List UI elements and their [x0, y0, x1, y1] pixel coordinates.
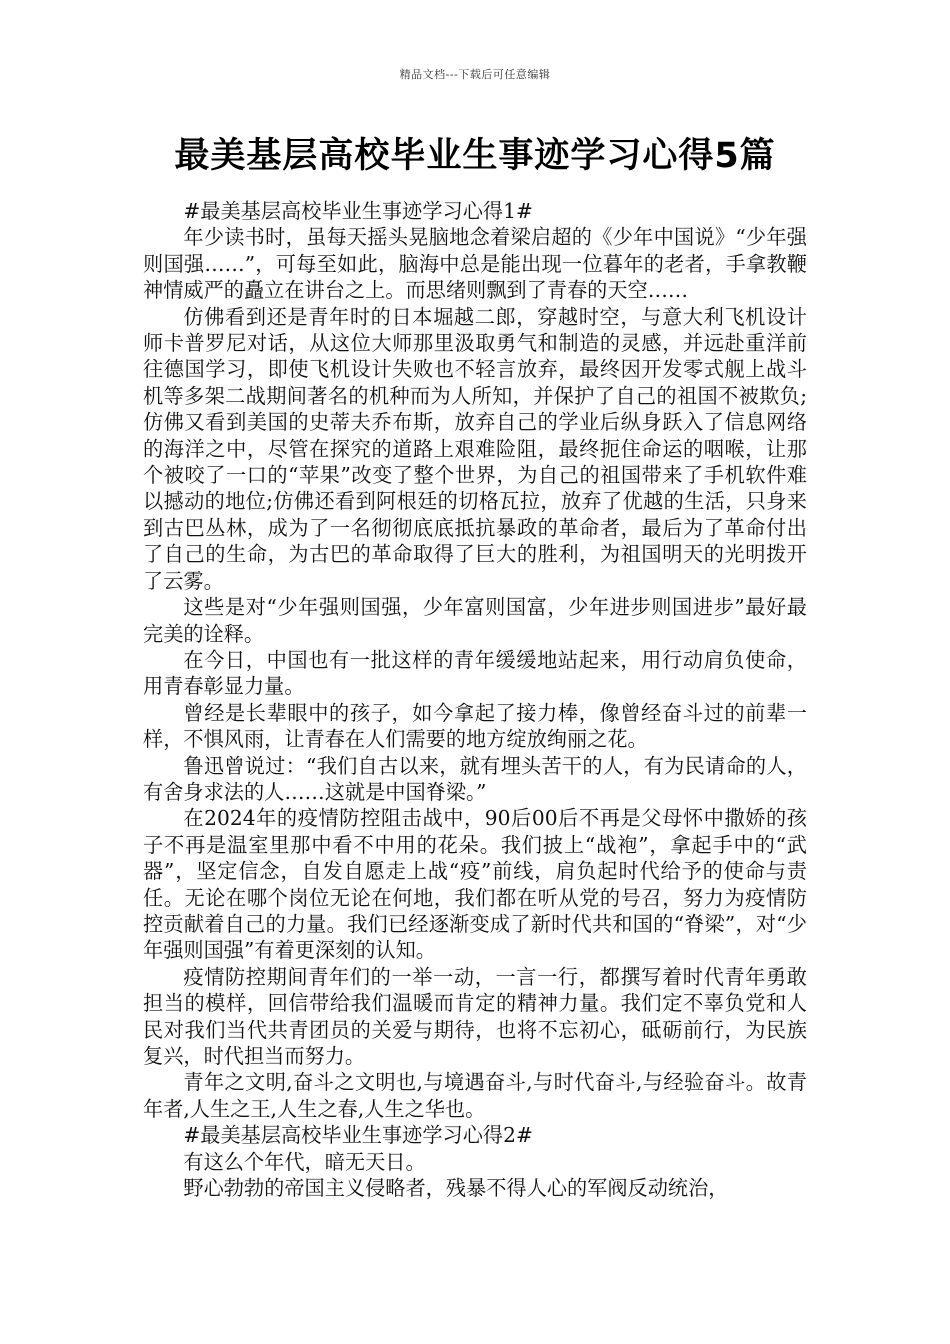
- paragraph: 有这么个年代，暗无天日。: [183, 1149, 426, 1174]
- paragraph: 野心勃勃的帝国主义侵略者，残暴不得人心的军阀反动统治，: [183, 1176, 729, 1201]
- paragraph: 青年之文明,奋斗之文明也,与境遇奋斗,与时代奋斗,与经验奋斗。故青年者,人生之王,人生之春,人生之华也。: [143, 1070, 807, 1121]
- paragraph: 疫情防控期间青年们的一举一动，一言一行，都撰写着时代青年勇敢担当的模样，回信带给我们温暖而肯定的精神力量。我们定不辜负党和人民对我们当代共青团员的关爱与期待，也将不忘初心，砥砺前行，为民族复兴，时代担当而努力。: [143, 964, 807, 1068]
- paragraph: 在2024年的疫情防控阻击战中，90后00后不再是父母怀中撒娇的孩子不再是温室里那中看不中用的花朵。我们披上“战袍”，拿起手中的“武器”，坚定信念，自发自愿走上战“疫”前线，肩负起时代给予的使命与责任。无论在哪个岗位无论在何地，我们都在听从党的号召，努力为疫情防控贡献着自己的力量。我们已经逐渐变成了新时代共和国的“脊梁”，对“少年强则国强”有着更深刻的认知。: [143, 806, 807, 963]
- paragraph: 这些是对“少年强则国强，少年富则国富，少年进步则国进步”最好最完美的诠释。: [143, 595, 807, 646]
- paragraph: 在今日，中国也有一批这样的青年缓缓地站起来，用行动肩负使命，用青春彰显力量。: [143, 647, 807, 699]
- section-heading-2: #最美基层高校毕业生事迹学习心得2#: [183, 1123, 533, 1148]
- document-title: 最美基层高校毕业生事迹学习心得5篇: [174, 136, 776, 176]
- paragraph: 年少读书时，虽每天摇头晃脑地念着梁启超的《少年中国说》“少年强则国强……”，可每至如此，脑海中总是能出现一位暮年的老者，手拿教鞭神情威严的矗立在讲台之上。而思绪则飘到了青春的天空……: [143, 225, 807, 303]
- document-body: [143, 198, 807, 1201]
- paragraph: 鲁迅曾说过：“我们自古以来，就有埋头苦干的人，有为民请命的人，有舍身求法的人……这就是中国脊梁。”: [143, 753, 807, 804]
- paragraph: 曾经是长辈眼中的孩子，如今拿起了接力棒，像曾经奋斗过的前辈一样，不惧风雨，让青春在人们需要的地方绽放绚丽之花。: [143, 700, 807, 752]
- paragraph: 仿佛看到还是青年时的日本堀越二郎，穿越时空，与意大利飞机设计师卡普罗尼对话，从这位大师那里汲取勇气和制造的灵感，并远赴重洋前往德国学习，即使飞机设计失败也不轻言放弃，最终因开发零式舰上战斗机等多架二战期间著名的机种而为人所知，并保护了自己的祖国不被欺负;仿佛又看到美国的史蒂夫乔布斯，放弃自己的学业后纵身跃入了信息网络的海洋之中，尽管在探究的道路上艰难险阻，最终扼住命运的咽喉，让那个被咬了一口的“苹果”改变了整个世界，为自己的祖国带来了手机软件难以撼动的地位;仿佛还看到阿根廷的切格瓦拉，放弃了优越的生活，只身来到古巴丛林，成为了一名彻彻底底抵抗暴政的革命者，最后为了革命付出了自己的生命，为古巴的革命取得了巨大的胜利，为祖国明天的光明拨开了云雾。: [143, 304, 807, 593]
- header-note: 精品文档---下载后可任意编辑: [399, 68, 551, 81]
- section-heading-1: #最美基层高校毕业生事迹学习心得1#: [183, 199, 533, 223]
